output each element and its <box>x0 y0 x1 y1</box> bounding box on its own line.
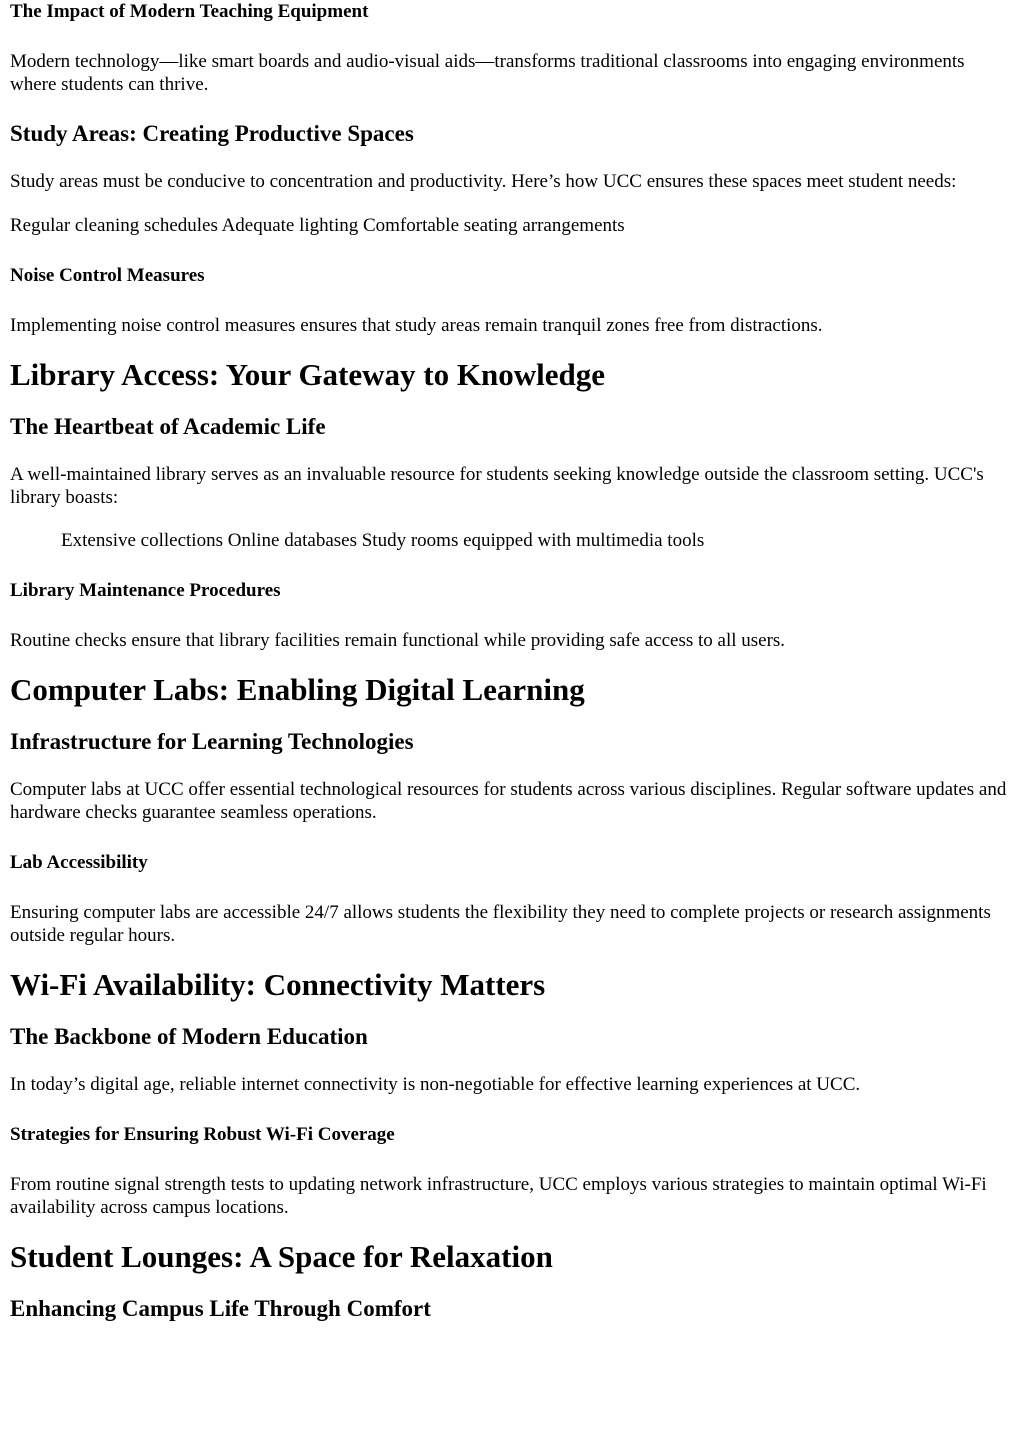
library-subheading: The Heartbeat of Academic Life <box>10 414 326 439</box>
wifi-subheading: The Backbone of Modern Education <box>10 1024 368 1049</box>
library-paragraph: A well-maintained library serves as an invaluable resource for students seeking knowledge outside the classroom setting. UCC's library boasts: <box>10 464 984 508</box>
library-list: Extensive collections Online databases Study rooms equipped with multimedia tools <box>61 530 705 551</box>
study-areas-list: Regular cleaning schedules Adequate lighting Comfortable seating arrangements <box>10 215 625 236</box>
noise-control-paragraph: Implementing noise control measures ensures that study areas remain tranquil zones free from distractions. <box>10 315 823 336</box>
study-areas-heading: Study Areas: Creating Productive Spaces <box>10 121 414 146</box>
lounges-subheading: Enhancing Campus Life Through Comfort <box>10 1296 431 1321</box>
computer-labs-heading: Computer Labs: Enabling Digital Learning <box>10 672 585 707</box>
computer-labs-paragraph: Computer labs at UCC offer essential technological resources for students across various disciplines. Regular software updates and hardware checks guarantee seamless operations. <box>10 779 1007 823</box>
teaching-equipment-paragraph: Modern technology—like smart boards and audio-visual aids—transforms traditional classrooms into engaging environments where students can thrive. <box>10 51 965 95</box>
wifi-paragraph: In today’s digital age, reliable internet connectivity is non-negotiable for effective learning experiences at UCC. <box>10 1074 861 1095</box>
computer-labs-subheading: Infrastructure for Learning Technologies <box>10 729 414 754</box>
noise-control-heading: Noise Control Measures <box>10 265 205 286</box>
teaching-equipment-heading: The Impact of Modern Teaching Equipment <box>10 1 369 22</box>
study-areas-paragraph: Study areas must be conducive to concentration and productivity. Here’s how UCC ensures these spaces meet student needs: <box>10 171 957 192</box>
wifi-strategies-paragraph: From routine signal strength tests to updating network infrastructure, UCC employs various strategies to maintain optimal Wi-Fi availability across campus locations. <box>10 1174 987 1218</box>
library-heading: Library Access: Your Gateway to Knowledge <box>10 357 605 392</box>
library-maintenance-paragraph: Routine checks ensure that library facilities remain functional while providing safe access to all users. <box>10 630 786 651</box>
wifi-strategies-heading: Strategies for Ensuring Robust Wi-Fi Coverage <box>10 1124 395 1145</box>
lab-accessibility-heading: Lab Accessibility <box>10 852 148 873</box>
lab-accessibility-paragraph: Ensuring computer labs are accessible 24/7 allows students the flexibility they need to complete projects or research assignments outside regular hours. <box>10 902 991 946</box>
wifi-heading: Wi-Fi Availability: Connectivity Matters <box>10 967 546 1002</box>
lounges-heading: Student Lounges: A Space for Relaxation <box>10 1239 553 1274</box>
library-maintenance-heading: Library Maintenance Procedures <box>10 580 281 601</box>
